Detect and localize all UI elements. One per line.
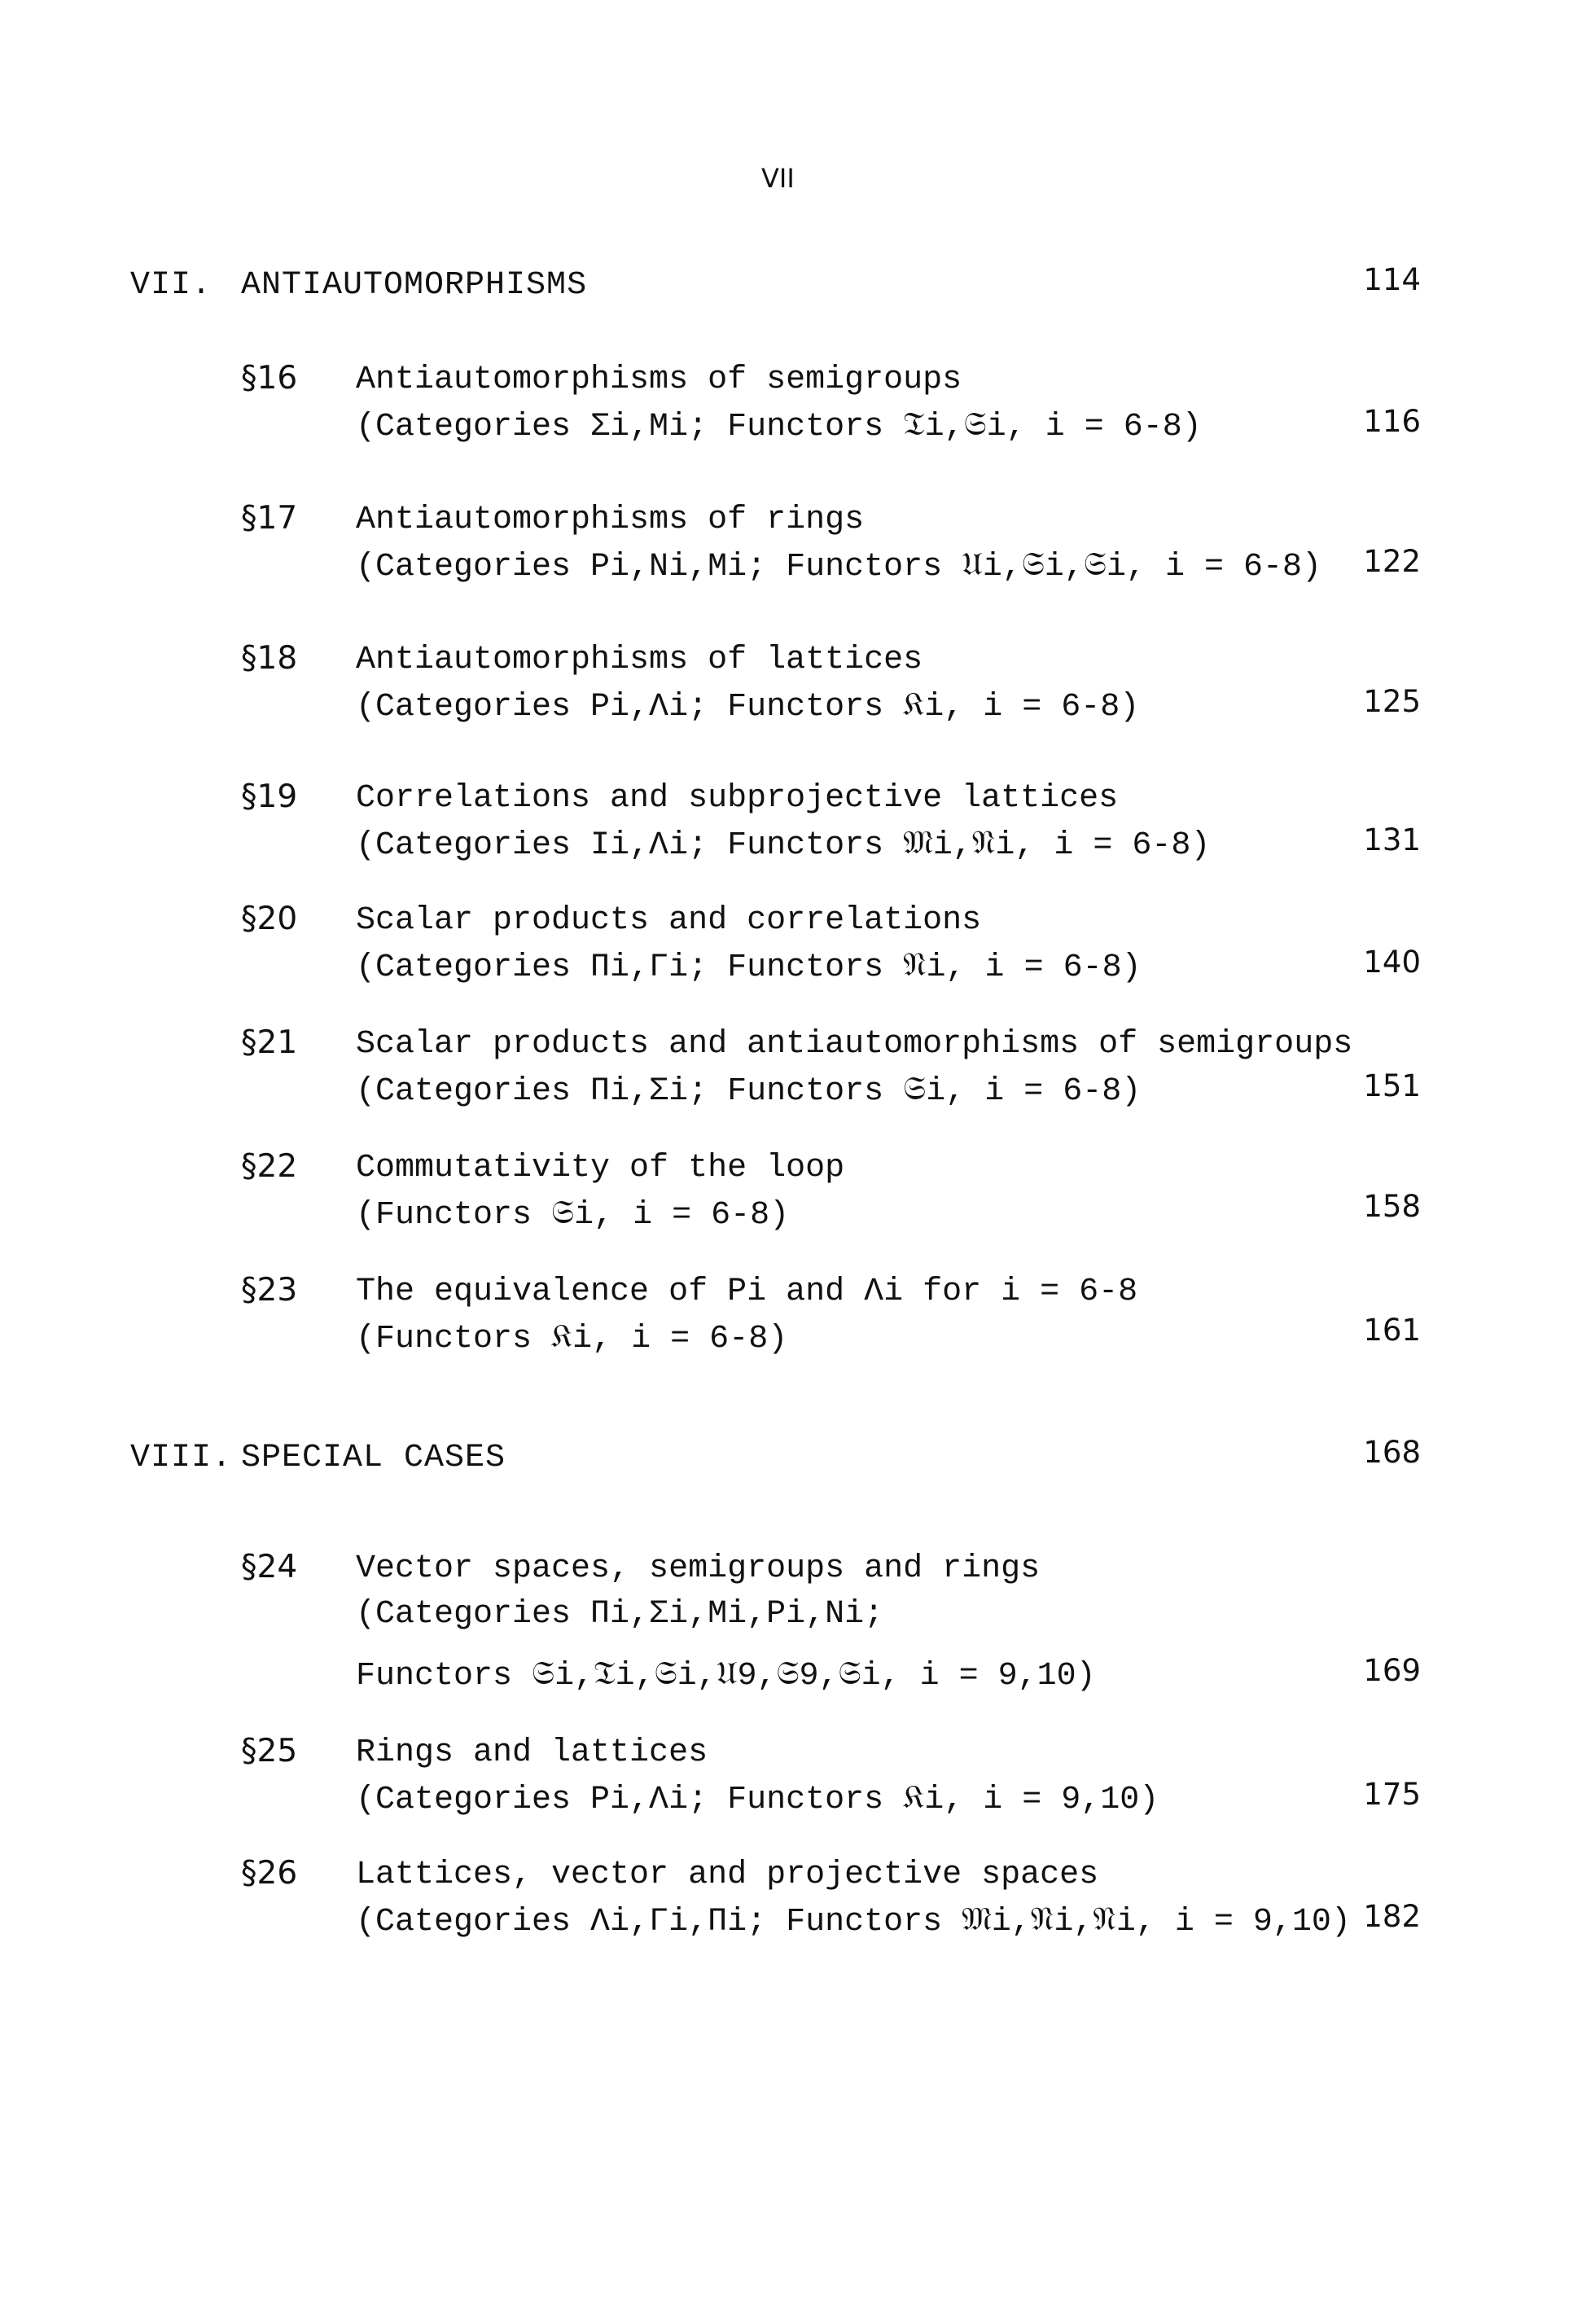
section-title: Rings and lattices	[356, 1734, 708, 1771]
section-detail: (Categories Λi,Γi,Πi; Functors 𝔐i,𝔑i,𝔑i, i = 9,10)	[356, 1904, 1351, 1940]
chapter-numeral: VIII.	[130, 1440, 233, 1476]
section-page: 158	[1363, 1189, 1421, 1224]
chapter-title: ANTIAUTOMORPHISMS	[241, 267, 588, 304]
section-title: Scalar products and correlations	[356, 902, 982, 939]
section-number: §23	[241, 1272, 298, 1309]
section-detail-continued: Functors 𝔖i,𝔗i,𝔖i,𝔘9,𝔖9,𝔖i, i = 9,10)	[356, 1658, 1096, 1695]
section-number: §26	[241, 1855, 298, 1892]
section-title: Antiautomorphisms of rings	[356, 502, 865, 538]
section-detail: (Categories Πi,Σi,Mi,Pi,Ni;	[356, 1596, 884, 1633]
section-page: 182	[1363, 1899, 1421, 1934]
section-title: The equivalence of Pi and Λi for i = 6-8	[356, 1274, 1138, 1310]
chapter-title: SPECIAL CASES	[241, 1440, 506, 1476]
section-title: Antiautomorphisms of lattices	[356, 642, 923, 678]
section-title: Scalar products and antiautomorphisms of semigroups	[356, 1026, 1353, 1063]
chapter-page: 168	[1363, 1435, 1421, 1470]
section-title: Lattices, vector and projective spaces	[356, 1857, 1099, 1893]
section-detail: (Categories Pi,Λi; Functors 𝔎i, i = 6-8)	[356, 689, 1140, 726]
section-page: 131	[1363, 822, 1421, 857]
section-detail: (Categories Ii,Λi; Functors 𝔐i,𝔑i, i = 6-8)	[356, 827, 1211, 864]
chapter-numeral: VII.	[130, 267, 213, 304]
chapter-page: 114	[1363, 262, 1421, 297]
section-detail: (Categories Pi,Λi; Functors 𝔎i, i = 9,10)	[356, 1782, 1159, 1818]
section-detail: (Categories Σi,Mi; Functors 𝔗i,𝔖i, i = 6-8)	[356, 409, 1202, 445]
section-number: §18	[241, 640, 298, 677]
section-title: Vector spaces, semigroups and rings	[356, 1550, 1041, 1587]
section-number: §16	[241, 360, 298, 397]
section-number: §19	[241, 778, 298, 815]
section-number: §25	[241, 1733, 298, 1769]
section-page: 161	[1363, 1313, 1421, 1348]
section-page: 116	[1363, 404, 1421, 439]
section-title: Correlations and subprojective lattices	[356, 780, 1119, 817]
section-detail: (Functors 𝔎i, i = 6-8)	[356, 1321, 788, 1357]
section-page: 175	[1363, 1777, 1421, 1812]
section-detail: (Categories Πi,Σi; Functors 𝔖i, i = 6-8)	[356, 1073, 1142, 1110]
section-number: §24	[241, 1549, 298, 1585]
section-page: 151	[1363, 1068, 1421, 1103]
section-title: Antiautomorphisms of semigroups	[356, 362, 962, 398]
section-number: §22	[241, 1148, 298, 1185]
section-number: §21	[241, 1024, 298, 1061]
section-page: 140	[1363, 945, 1421, 980]
section-title: Commutativity of the loop	[356, 1150, 845, 1186]
section-page: 122	[1363, 544, 1421, 579]
page-number: VII	[761, 163, 795, 194]
section-detail: (Categories Pi,Ni,Mi; Functors 𝔘i,𝔖i,𝔖i, i = 6-8)	[356, 549, 1322, 585]
section-number: §17	[241, 500, 298, 537]
section-number: §20	[241, 901, 298, 937]
section-page: 169	[1363, 1653, 1421, 1688]
section-detail: (Functors 𝔖i, i = 6-8)	[356, 1197, 790, 1234]
section-page: 125	[1363, 684, 1421, 719]
section-detail: (Categories Πi,Γi; Functors 𝔑i, i = 6-8)	[356, 949, 1142, 986]
